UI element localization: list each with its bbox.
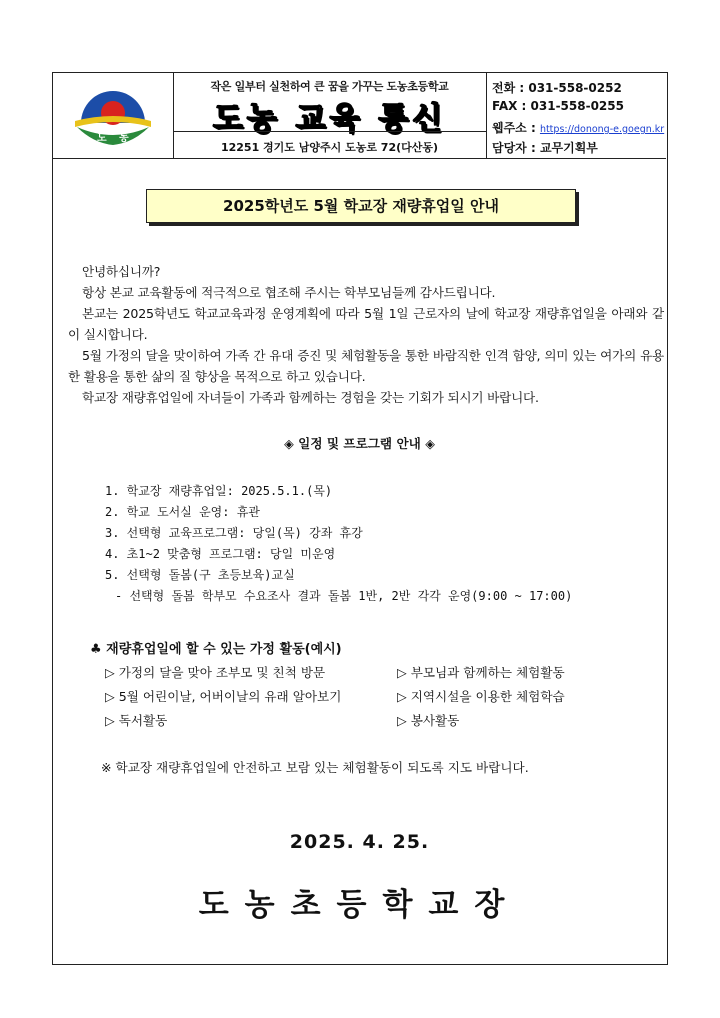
fax-number: 031-558-0255 <box>530 99 624 113</box>
greeting: 안녕하십니까? <box>82 264 161 279</box>
body-paragraph: 5월 가정의 달을 맞이하여 가족 간 유대 증진 및 체험활동을 통한 바람직한 인격 함양, 의미 있는 여가의 유용한 활용을 통한 삶의 질 향상을 목적으로 하고 있습니다. <box>68 348 664 384</box>
notice-title: 2025학년도 5월 학교장 재량휴업일 안내 <box>146 189 576 223</box>
staff-label: 담당자 : <box>492 141 540 155</box>
activity-item: ▷ 봉사활동 <box>397 713 460 728</box>
school-motto: 작은 일부터 실천하여 큰 꿈을 가꾸는 도농초등학교 <box>210 80 449 93</box>
notice-body <box>68 261 664 408</box>
schedule-subitem: - 선택형 돌봄 학부모 수요조사 결과 돌봄 1반, 2반 각각 운영(9:00 ~ 17:00) <box>115 589 573 603</box>
activity-row <box>105 685 645 709</box>
activity-row <box>105 709 645 733</box>
activity-row <box>105 661 645 685</box>
activity-item: ▷ 5월 어린이날, 어버이날의 유래 알아보기 <box>105 689 342 704</box>
masthead-title: 도농 교육 통신 <box>212 101 447 137</box>
phone-label: 전화 : <box>492 81 529 95</box>
school-address: 12251 경기도 남양주시 도농로 72(다산동) <box>220 141 439 154</box>
body-paragraph: 항상 본교 교육활동에 적극적으로 협조해 주시는 학부모님들께 감사드립니다. <box>82 285 496 300</box>
document-frame <box>52 72 668 965</box>
body-paragraph: 학교장 재량휴업일에 자녀들이 가족과 함께하는 경험을 갖는 기회가 되시기 바랍니다. <box>82 390 539 405</box>
activities-list <box>105 661 645 733</box>
phone-number: 031-558-0252 <box>528 81 622 95</box>
activity-item: ▷ 가정의 달을 맞아 조부모 및 친척 방문 <box>105 665 326 680</box>
schedule-list <box>105 481 572 607</box>
body-paragraph: 본교는 2025학년도 학교교육과정 운영계획에 따라 5월 1일 근로자의 날에 학교장 재량휴업일을 아래와 같이 실시합니다. <box>68 306 664 342</box>
address-row <box>173 131 486 159</box>
web-link[interactable]: https://donong-e.goegn.kr <box>539 124 665 135</box>
svg-text:농: 농 <box>119 133 129 144</box>
fax-label: FAX : <box>492 99 531 113</box>
staff-row <box>492 139 598 156</box>
newsletter-header <box>53 73 666 159</box>
schedule-item: 4. 초1~2 맞춤형 프로그램: 당일 미운영 <box>105 547 336 561</box>
fax-row <box>492 99 624 113</box>
activities-heading: ♣ 재량휴업일에 할 수 있는 가정 활동(예시) <box>90 642 342 657</box>
schedule-item: 1. 학교장 재량휴업일: 2025.5.1.(목) <box>105 484 333 498</box>
web-label: 웹주소 : <box>492 121 540 135</box>
phone-row <box>492 79 622 96</box>
schedule-item: 5. 선택형 돌봄(구 초등보육)교실 <box>105 568 295 582</box>
schedule-item: 3. 선택형 교육프로그램: 당일(목) 강좌 휴강 <box>105 526 363 540</box>
masthead-cell <box>173 73 487 158</box>
issue-date: 2025. 4. 25. <box>289 831 430 853</box>
activity-item: ▷ 지역시설을 이용한 체험학습 <box>397 689 565 704</box>
svg-text:도: 도 <box>97 133 107 144</box>
logo-cell <box>53 73 174 158</box>
activity-item: ▷ 부모님과 함께하는 체험활동 <box>397 665 565 680</box>
school-logo-icon <box>71 83 155 147</box>
principal-signature: 도농초등학교장 <box>198 887 521 923</box>
schedule-item: 2. 학교 도서실 운영: 휴관 <box>105 505 260 519</box>
contact-cell <box>486 73 666 158</box>
staff-name: 교무기획부 <box>539 141 598 155</box>
web-row <box>492 119 664 136</box>
activity-item: ▷ 독서활동 <box>105 713 168 728</box>
guidance-note: ※ 학교장 재량휴업일에 안전하고 보람 있는 체험활동이 되도록 지도 바랍니다. <box>101 760 529 775</box>
schedule-heading: ◈ 일정 및 프로그램 안내 ◈ <box>284 436 435 451</box>
